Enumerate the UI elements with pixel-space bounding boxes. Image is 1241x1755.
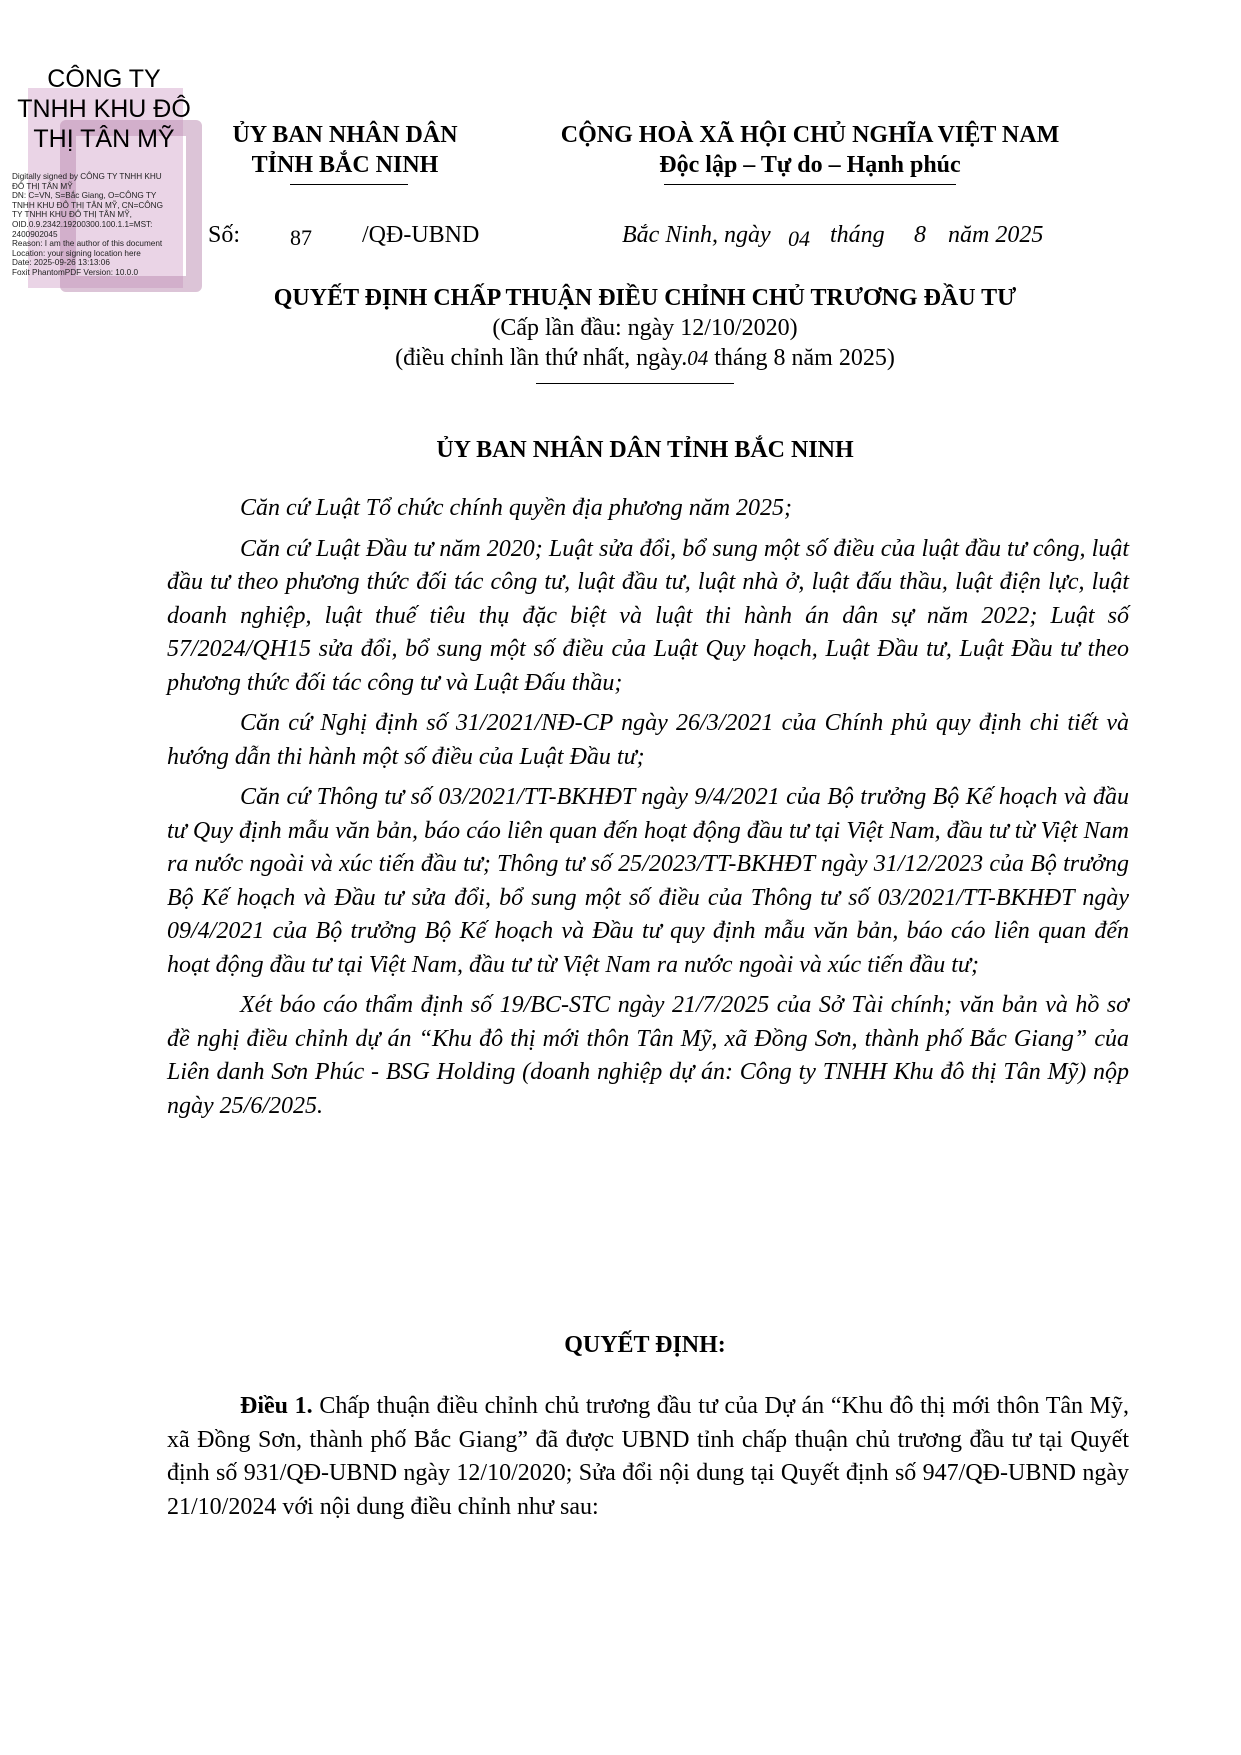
- authority-line-2: TỈNH BẮC NINH: [251, 152, 439, 178]
- document-number-label: Số:: [208, 222, 241, 248]
- issuing-authority: [210, 120, 480, 180]
- document-title: QUYẾT ĐỊNH CHẤP THUẬN ĐIỀU CHỈNH CHỦ TRƯƠNG ĐẦU TƯ: [273, 285, 1017, 311]
- motto-line: Độc lập – Tự do – Hạnh phúc: [659, 152, 961, 178]
- signature-detail-line: Date: 2025-09-26 13:13:06: [12, 258, 110, 268]
- signature-detail-line: TY TNHH KHU ĐÔ THỊ TÂN MỸ,: [12, 210, 132, 220]
- signature-detail-line: DN: C=VN, S=Bắc Giang, O=CÔNG TY: [12, 191, 157, 201]
- amendment-suffix: tháng 8 năm 2025): [708, 345, 895, 371]
- document-number: 87: [290, 225, 312, 250]
- signature-detail-line: Location: your signing location here: [12, 248, 141, 258]
- signature-detail-line: OID.0.9.2342.19200300.100.1.1=MST:: [12, 219, 153, 229]
- issue-place-day: Bắc Ninh, ngày: [622, 222, 771, 248]
- authority-underline: [290, 184, 408, 185]
- signature-title-line: TNHH KHU ĐÔ: [17, 95, 191, 123]
- legal-basis-paragraph: Căn cứ Luật Tổ chức chính quyền địa phương năm 2025;: [240, 495, 793, 521]
- document-number-suffix: /QĐ-UBND: [362, 222, 480, 248]
- amendment-prefix: (điều chỉnh lần thứ nhất, ngày.: [395, 345, 688, 371]
- article-1-label: Điều 1.: [240, 1393, 313, 1419]
- signature-detail-line: Digitally signed by CÔNG TY TNHH KHU: [12, 172, 162, 181]
- article-1-paragraph: [167, 1390, 1129, 1524]
- decision-heading: QUYẾT ĐỊNH:: [564, 1332, 726, 1358]
- signature-detail-line: Foxit PhantomPDF Version: 10.0.0: [12, 267, 139, 277]
- legal-basis-paragraph: Căn cứ Nghị định số 31/2021/NĐ-CP ngày 26/3/2021 của Chính phủ quy định chi tiết và hướng dẫn thi hành một số điều của Luật Đầu tư;: [167, 710, 1129, 770]
- legal-basis-paragraph: Căn cứ Luật Đầu tư năm 2020; Luật sửa đổi, bổ sung một số điều của luật đầu tư công, luật đầu tư theo phương thức đối tác công tư, luật đầu tư, luật nhà ở, luật đấu thầu, luật điện lực, luật doanh nghiệp, luật thuế tiêu thụ đặc biệt và luật thi hành án dân sự năm 2022; Luật số 57/2024/QH15 sửa đổi, bổ sung một số điều của Luật Quy hoạch, Luật Đầu tư, Luật Đầu tư theo phương thức đối tác công tư và Luật Đấu thầu;: [167, 535, 1129, 696]
- legal-basis-paragraph: Xét báo cáo thẩm định số 19/BC-STC ngày 21/7/2025 của Sở Tài chính; văn bản và hồ sơ đề nghị điều chỉnh dự án “Khu đô thị mới thôn Tân Mỹ, xã Đồng Sơn, thành phố Bắc Giang” của Liên danh Sơn Phúc - BSG Holding (doanh nghiệp dự án: Công ty TNHH Khu đô thị Tân Mỹ) nộp ngày 25/6/2025.: [167, 992, 1129, 1119]
- article-1-text: Chấp thuận điều chỉnh chủ trương đầu tư của Dự án “Khu đô thị mới thôn Tân Mỹ, xã Đồng Sơn, thành phố Bắc Giang” đã được UBND tỉnh chấp thuận chủ trương đầu tư tại Quyết định số 931/QĐ-UBND ngày 12/10/2020; Sửa đổi nội dung tại Quyết định số 947/QĐ-UBND ngày 21/10/2024 với nội dung điều chỉnh như sau:: [167, 1393, 1130, 1520]
- national-motto: [530, 120, 1090, 180]
- signature-details: [12, 172, 197, 278]
- signature-detail-line: 2400902045: [12, 229, 58, 239]
- issuer-heading: ỦY BAN NHÂN DÂN TỈNH BẮC NINH: [436, 437, 854, 463]
- signature-title-line: THỊ TÂN MỸ: [33, 125, 175, 153]
- legal-bases: [167, 492, 1129, 1130]
- issue-year: năm 2025: [948, 222, 1044, 248]
- document-title-block: [150, 283, 1140, 373]
- signature-detail-line: ĐÔ THỊ TÂN MỸ: [12, 181, 73, 191]
- issue-month-label: tháng: [830, 222, 885, 248]
- signature-title-line: CÔNG TY: [47, 65, 161, 93]
- title-underline: [536, 383, 734, 384]
- legal-basis-paragraph: Căn cứ Thông tư số 03/2021/TT-BKHĐT ngày 9/4/2021 của Bộ trưởng Bộ Kế hoạch và đầu tư Quy định mẫu văn bản, báo cáo liên quan đến hoạt động đầu tư tại Việt Nam, đầu tư từ Việt Nam ra nước ngoài và xúc tiến đầu tư; Thông tư số 25/2023/TT-BKHĐT ngày 31/12/2023 của Bộ trưởng Bộ Kế hoạch và Đầu tư sửa đổi, bổ sung một số điều của Thông tư số 03/2021/TT-BKHĐT ngày 09/4/2021 của Bộ trưởng Bộ Kế hoạch và Đầu tư quy định mẫu văn bản, báo cáo liên quan đến hoạt động đầu tư tại Việt Nam, đầu tư từ Việt Nam ra nước ngoài và xúc tiến đầu tư;: [167, 784, 1129, 978]
- country-name: CỘNG HOÀ XÃ HỘI CHỦ NGHĨA VIỆT NAM: [560, 122, 1060, 148]
- article-1: [167, 1390, 1129, 1531]
- document-subtitle-amendment: [150, 343, 1140, 373]
- signature-detail-line: Reason: I am the author of this document: [12, 239, 163, 249]
- issue-month: 8: [914, 222, 926, 248]
- signature-company-name: [4, 64, 204, 154]
- motto-underline: [664, 184, 956, 185]
- amendment-day: 04: [687, 346, 709, 370]
- issue-day: 04: [788, 226, 810, 251]
- signature-detail-line: TNHH KHU ĐÔ THỊ TÂN MỸ, CN=CÔNG: [12, 200, 163, 210]
- document-subtitle-first-issue: (Cấp lần đầu: ngày 12/10/2020): [492, 315, 798, 341]
- authority-line-1: ỦY BAN NHÂN DÂN: [232, 122, 458, 148]
